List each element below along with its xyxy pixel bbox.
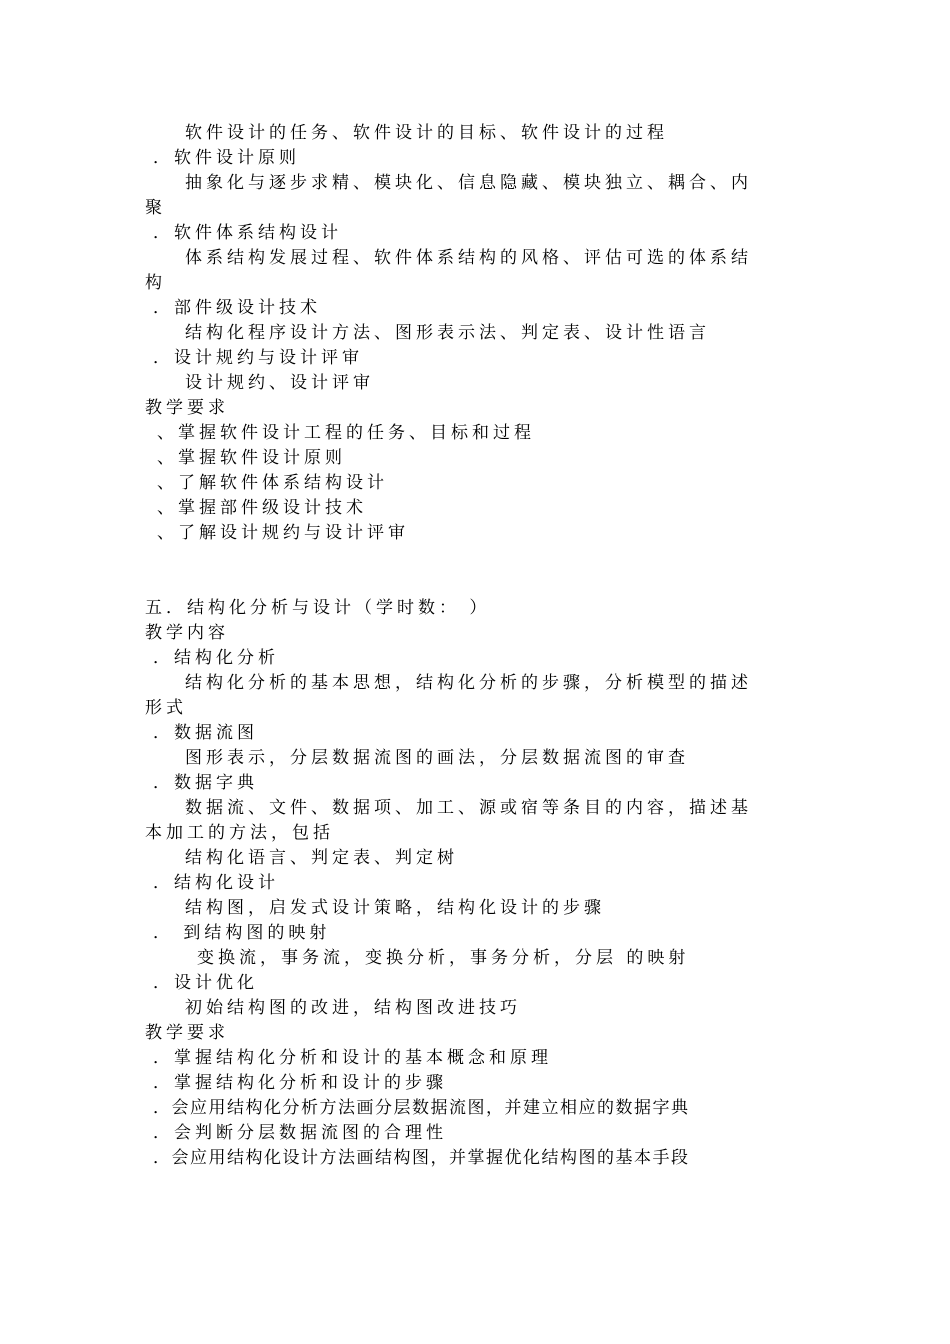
requirement-item: ．会应用结构化设计方法画结构图，并掌握优化结构图的基本手段 <box>153 1148 690 1168</box>
section-heading: ．部件级设计技术 <box>153 298 321 318</box>
requirement-item: ．掌握结构化分析和设计的基本概念和原理 <box>153 1048 552 1068</box>
section-heading: ．数据字典 <box>153 773 258 793</box>
section-heading: ． 到结构图的映射 <box>153 923 331 943</box>
section-heading: ．设计规约与设计评审 <box>153 348 363 368</box>
requirement-item: 、了解设计规约与设计评审 <box>157 523 409 543</box>
text-line: 结构化语言、判定表、判定树 <box>185 848 458 868</box>
text-line: 软件设计的任务、软件设计的目标、软件设计的过程 <box>185 123 668 143</box>
requirement-item: 、了解软件体系结构设计 <box>157 473 388 493</box>
requirement-item: 、掌握软件设计原则 <box>157 448 346 468</box>
text-line: 结构图，启发式设计策略，结构化设计的步骤 <box>185 898 605 918</box>
text-line: 结构化程序设计方法、图形表示法、判定表、设计性语言 <box>185 323 710 343</box>
text-line: 抽象化与逐步求精、模块化、信息隐藏、模块独立、耦合、内 <box>185 173 752 193</box>
text-line: 数据流、文件、数据项、加工、源或宿等条目的内容，描述基 <box>185 798 752 818</box>
subsection-title: 教学要求 <box>145 398 229 418</box>
text-line: 本加工的方法，包括 <box>145 823 334 843</box>
section-heading: ．设计优化 <box>153 973 258 993</box>
text-line: 体系结构发展过程、软件体系结构的风格、评估可选的体系结 <box>185 248 752 268</box>
chapter-title: 五．结构化分析与设计（学时数： ） <box>145 598 491 618</box>
requirement-item: 、掌握部件级设计技术 <box>157 498 367 518</box>
text-line: 聚 <box>145 198 166 218</box>
subsection-title: 教学内容 <box>145 623 229 643</box>
text-line: 结构化分析的基本思想，结构化分析的步骤，分析模型的描述 <box>185 673 752 693</box>
text-line: 图形表示，分层数据流图的画法，分层数据流图的审查 <box>185 748 689 768</box>
requirement-item: ．掌握结构化分析和设计的步骤 <box>153 1073 447 1093</box>
text-line: 构 <box>145 273 166 293</box>
section-heading: ．结构化分析 <box>153 648 279 668</box>
subsection-title: 教学要求 <box>145 1023 229 1043</box>
section-heading: ．软件设计原则 <box>153 148 300 168</box>
requirement-item: 、掌握软件设计工程的任务、目标和过程 <box>157 423 535 443</box>
text-line: 初始结构图的改进，结构图改进技巧 <box>185 998 521 1018</box>
text-line: 形式 <box>145 698 187 718</box>
text-line: 设计规约、设计评审 <box>185 373 374 393</box>
section-heading: ．软件体系结构设计 <box>153 223 342 243</box>
requirement-item: ．会判断分层数据流图的合理性 <box>153 1123 447 1143</box>
section-heading: ．数据流图 <box>153 723 258 743</box>
requirement-item: ．会应用结构化分析方法画分层数据流图，并建立相应的数据字典 <box>153 1098 690 1118</box>
text-line: 变换流，事务流，变换分析，事务分析，分层 的映射 <box>197 948 690 968</box>
section-heading: ．结构化设计 <box>153 873 279 893</box>
